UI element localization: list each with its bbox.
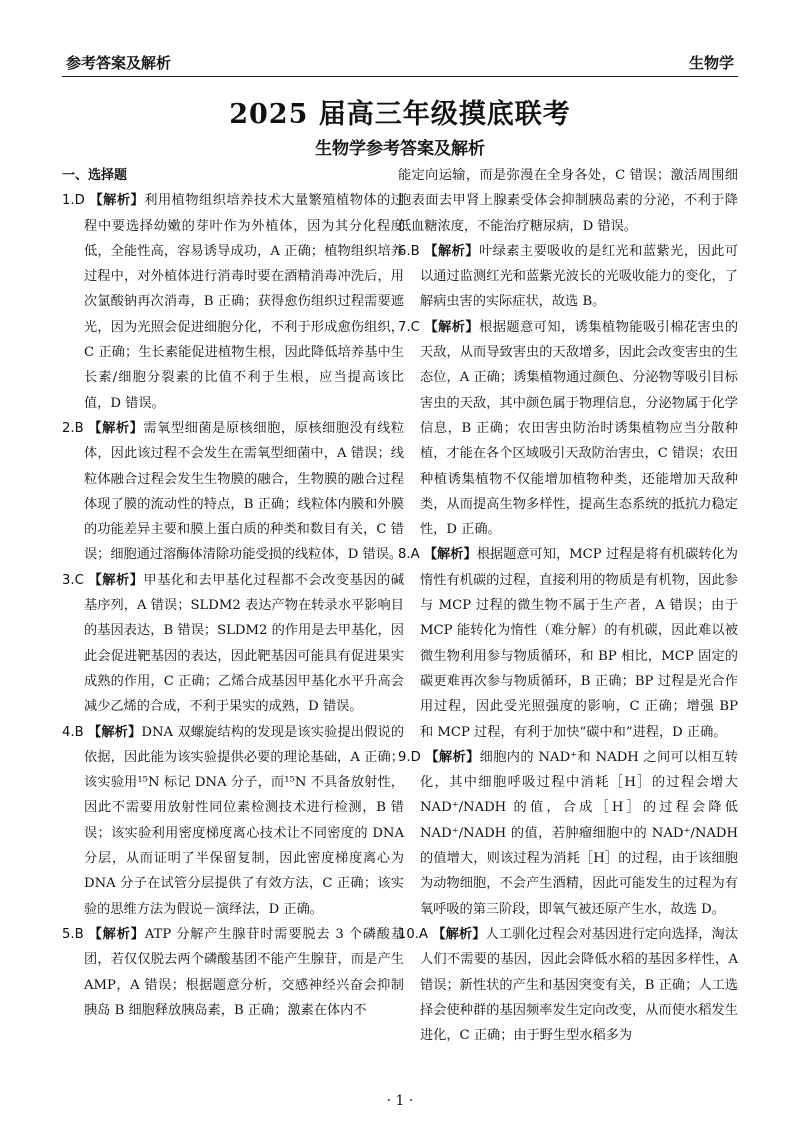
answer-text: 细胞内的 NAD⁺和 NADH 之间可以相互转化，其中细胞呼吸过程中消耗［H］的过程会增大 NAD⁺/NADH 的值，合成［H］的过程会降低 NAD⁺/NADH 的值，若肿瘤细胞中的 NAD⁺/NADH的值增大，则该过程为消耗［H］的过程，由于该细胞为动物细胞，不会产生酒精，因此可能发生的过程为有氧呼吸的第三阶段，即氧气被还原产生水，故选 D。 <box>420 749 738 917</box>
answer-number: 7.C <box>398 319 420 335</box>
answer-number: 1.D <box>62 193 85 209</box>
analysis-tag: 【解析】 <box>424 243 479 259</box>
answer-number: 6.B <box>398 243 420 259</box>
answer-text: 人工驯化过程会对基因进行定向选择，淘汰人们不需要的基因，因此会降低水稻的基因多样性，A 错误；新性状的产生和基因突变有关，B 正确；人工选择会使种群的基因频率发生定向改变，从而使水稻发生进化，C 正确；由于野生型水稻多为 <box>420 926 739 1044</box>
answer-item <box>62 188 404 416</box>
answer-number: 10.A <box>398 926 428 942</box>
answer-text: ATP 分解产生腺苷时需要脱去 3 个磷酸基团，若仅仅脱去两个磷酸基团不能产生腺苷，而是产生 AMP，A 错误；根据题意分析，交感神经兴奋会抑制胰岛 B 细胞释放胰岛素，B 正确；激素在体内不 <box>84 926 405 1018</box>
analysis-tag: 【解析】 <box>423 547 477 563</box>
answer-text: 能定向运输，而是弥漫在全身各处，C 错误；激活周围细胞表面去甲肾上腺素受体会抑制胰岛素的分泌，不利于降低血糖浓度，不能治疗糖尿病，D 错误。 <box>398 168 738 234</box>
answer-text: DNA 双螺旋结构的发现是该实验提出假说的依据，因此能为该实验提供必要的理论基础，A 正确；该实验用¹⁵N 标记 DNA 分子，而¹⁵N 不具备放射性，因此不需要用放射性同位素检测技术进行检测，B 错误；该实验利用密度梯度离心技术让不同密度的 DNA 分层，从而证明了半保留复制，因此密度梯度离心为 DNA 分子在试管分层提供了有效方法，C 正确；该实验的思维方法为假说－演绎法，D 正确。 <box>84 724 405 917</box>
analysis-tag: 【解析】 <box>88 572 144 588</box>
right-answer-list <box>398 163 738 1048</box>
answer-number: 9.D <box>398 749 421 765</box>
document-title: 2025 届高三年级摸底联考 <box>229 99 571 130</box>
analysis-tag: 【解析】 <box>88 724 142 740</box>
document-subtitle: 生物学参考答案及解析 <box>315 139 485 159</box>
answer-text: 甲基化和去甲基化过程都不会改变基因的碱基序列，A 错误；SLDM2 表达产物在转录水平影响目的基因表达，B 错误；SLDM2 的作用是去甲基化，因此会促进靶基因的表达，因此靶基因可能具有促进果实成熟的作用，C 正确；乙烯合成基因甲基化水平升高会减少乙烯的合成，不利于果实的成熟，D 错误。 <box>84 572 405 715</box>
answer-item <box>398 542 738 744</box>
answer-text: 叶绿素主要吸收的是红光和蓝紫光，因此可以通过监测红光和蓝紫光波长的光吸收能力的变化，了解病虫害的实际症状，故选 B。 <box>420 243 739 310</box>
answer-item <box>398 745 738 922</box>
page-number: · 1 · <box>386 1093 414 1109</box>
left-column <box>62 163 404 1023</box>
answer-number: 2.B <box>62 420 84 436</box>
answer-item <box>398 239 738 315</box>
answer-item <box>62 720 404 922</box>
answer-number: 4.B <box>62 724 84 740</box>
analysis-tag: 【解析】 <box>89 193 145 209</box>
answer-text: 根据题意可知，诱集植物能吸引棉花害虫的天敌，从而导致害虫的天敌增多，因此会改变害虫的生态位，A 正确；诱集植物通过颜色、分泌物等吸引目标害虫的天敌，其中颜色属于物理信息，分泌物属于化学信息，B 正确；农田害虫防治时诱集植物应当分散种植，才能在各个区域吸引天敌防治害虫，C 错误；农田种植诱集植物不仅能增加植物种类，还能增加天敌种类，从而提高生物多样性，提高生态系统的抵抗力稳定性，D 正确。 <box>420 319 739 538</box>
answer-number: 3.C <box>62 572 84 588</box>
left-answer-list <box>62 188 404 1023</box>
page-header <box>62 46 738 77</box>
right-column <box>398 163 738 1048</box>
header-right-text: 生物学 <box>688 54 734 72</box>
answer-text: 利用植物组织培养技术大量繁殖植物体的过程中要选择幼嫩的芽叶作为外植体，因为其分化程度低，全能性高，容易诱导成功，A 正确；植物组织培养过程中，对外植体进行消毒时要在酒精消毒冲洗后，用次氯酸钠再次消毒，B 正确；获得愈伤组织过程需要遮光，因为光照会促进细胞分化，不利于形成愈伤组织，C 正确；生长素能促进植物生根，因此降低培养基中生长素/细胞分裂素的比值不利于生根，应当提高该比值，D 错误。 <box>84 193 404 411</box>
answer-item <box>398 163 738 239</box>
answer-item <box>62 922 404 1023</box>
answer-item <box>398 315 738 543</box>
section-heading: 一、选择题 <box>62 168 128 183</box>
answer-number: 5.B <box>62 926 84 942</box>
analysis-tag: 【解析】 <box>425 749 480 765</box>
answer-item <box>62 416 404 568</box>
answer-item <box>62 568 404 720</box>
analysis-tag: 【解析】 <box>424 319 480 335</box>
analysis-tag: 【解析】 <box>88 926 145 942</box>
header-left-text: 参考答案及解析 <box>66 54 172 72</box>
answer-text: 根据题意可知，MCP 过程是将有机碳转化为惰性有机碳的过程，直接利用的物质是有机物，因此参与 MCP 过程的微生物不属于生产者，A 错误；由于 MCP 能转化为惰性（难分解）的有机碳，因此难以被微生物利用参与物质循环，和 BP 相比，MCP 固定的碳更难再次参与物质循环，B 正确；BP 过程是光合作用过程，因此受光照强度的影响，C 正确；增强 BP 和 MCP 过程，有利于加快“碳中和”进程，D 正确。 <box>420 547 738 740</box>
analysis-tag: 【解析】 <box>432 926 486 942</box>
answer-item <box>398 922 738 1048</box>
answer-number: 8.A <box>398 547 420 563</box>
answer-text: 需氧型细菌是原核细胞，原核细胞没有线粒体，因此该过程不会发生在需氧型细菌中，A 错误；线粒体融合过程会发生生物膜的融合，生物膜的融合过程体现了膜的流动性的特点，B 正确；线粒体内膜和外膜的功能差异主要和膜上蛋白质的种类和数目有关，C 错误；细胞通过溶酶体清除功能受损的线粒体，D 错误。 <box>84 420 405 563</box>
analysis-tag: 【解析】 <box>88 420 144 436</box>
